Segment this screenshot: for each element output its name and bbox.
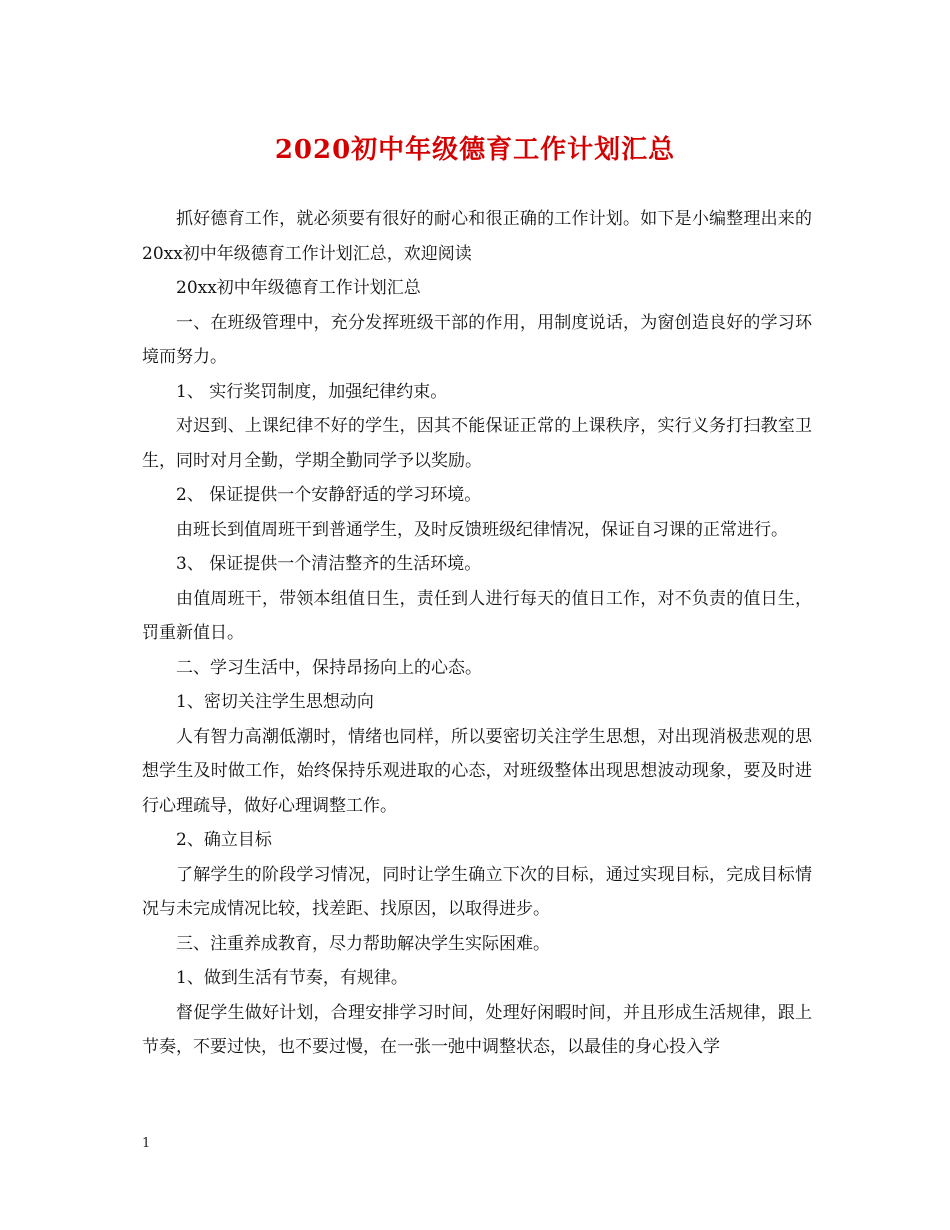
document-body — [142, 202, 812, 1065]
paragraph-item-3-1: 1、做到生活有节奏，有规律。 — [176, 968, 408, 988]
paragraph-section-2: 二、学习生活中，保持昂扬向上的心态。 — [176, 657, 482, 678]
paragraph-item-1-1: 1、 实行奖罚制度，加强纪律约束。 — [176, 381, 448, 402]
document-title: 2020初中年级德育工作计划汇总 — [274, 135, 676, 165]
paragraph-item-2-1: 1、密切关注学生思想动向 — [176, 692, 374, 712]
paragraph-item-1-1-detail: 对迟到、上课纪律不好的学生，因其不能保证正常的上课秩序，实行义务打扫教室卫生，同时对月全勤，学期全勤同学予以奖励。 — [142, 416, 812, 471]
paragraph-section-3: 三、注重养成教育，尽力帮助解决学生实际困难。 — [176, 933, 550, 954]
paragraph-item-1-2: 2、 保证提供一个安静舒适的学习环境。 — [176, 485, 482, 505]
paragraph-item-1-3-detail: 由值周班干，带领本组值日生，责任到人进行每天的值日工作，对不负责的值日生，罚重新值日。 — [142, 588, 812, 643]
paragraph-section-1: 一、在班级管理中，充分发挥班级干部的作用，用制度说话，为窗创造良好的学习环境而努力。 — [142, 312, 812, 367]
paragraph-item-2-1-detail: 人有智力高潮低潮时，情绪也同样，所以要密切关注学生思想，对出现消极悲观的思想学生及时做工作，始终保持乐观进取的心态，对班级整体出现思想波动现象，要及时进行心理疏导，做好心理调整工作。 — [142, 726, 812, 816]
paragraph-subtitle: 20xx初中年级德育工作计划汇总 — [176, 278, 421, 298]
paragraph-intro: 抓好德育工作，就必须要有很好的耐心和很正确的工作计划。如下是小编整理出来的20xx初中年级德育工作计划汇总，欢迎阅读 — [142, 209, 812, 264]
paragraph-item-2-2: 2、确立目标 — [176, 830, 272, 850]
page-number: 1 — [142, 1136, 151, 1151]
paragraph-item-1-3: 3、 保证提供一个清洁整齐的生活环境。 — [176, 554, 482, 574]
paragraph-item-2-2-detail: 了解学生的阶段学习情况，同时让学生确立下次的目标，通过实现目标，完成目标情况与未完成情况比较，找差距、找原因，以取得进步。 — [142, 864, 812, 919]
paragraph-item-3-1-detail: 督促学生做好计划，合理安排学习时间，处理好闲暇时间，并且形成生活规律，跟上节奏，不要过快，也不要过慢，在一张一弛中调整状态，以最佳的身心投入学 — [142, 1002, 812, 1057]
paragraph-item-1-2-detail: 由班长到值周班干到普通学生，及时反馈班级纪律情况，保证自习课的正常进行。 — [176, 519, 788, 540]
